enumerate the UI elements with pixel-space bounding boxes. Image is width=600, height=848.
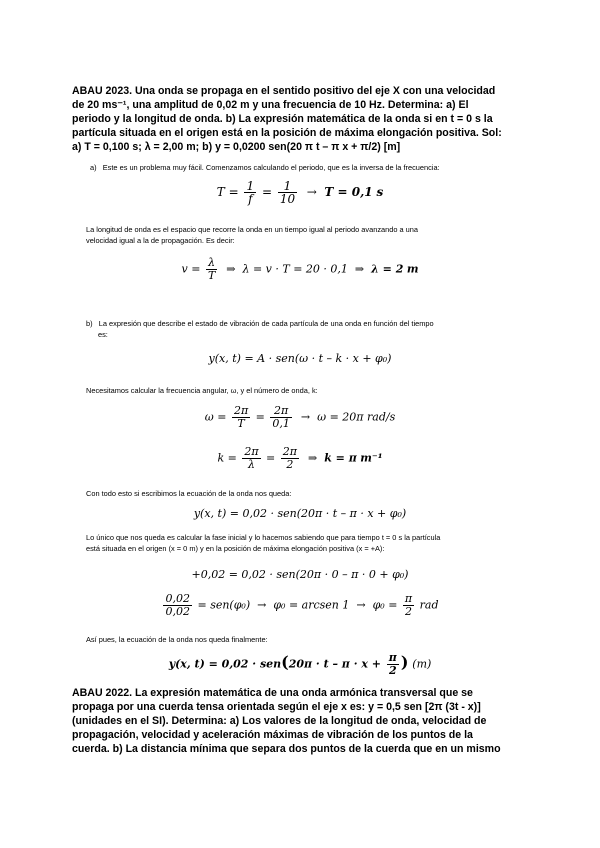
heading-line: a) T = 0,100 s; λ = 2,00 m; b) y = 0,0200 sen(20 π t – π x + π/2) [m] bbox=[72, 141, 401, 153]
heading-line: ABAU 2022. La expresión matemática de una onda armónica transversal que se bbox=[72, 687, 473, 699]
part-a-text: Este es un problema muy fácil. Comenzamos calculando el periodo, que es la inversa de la frecuencia: bbox=[102, 163, 440, 172]
equation-wavelength: v = $\frac{\lambda}{T}$ ⇒ λ = v · T = 20 · 0,1 ⇒ λ = 2 m bbox=[181, 256, 419, 282]
heading-line: ABAU 2023. Una onda se propaga en el sentido positivo del eje X con una velocidad bbox=[72, 85, 496, 97]
equation-phase-1: +0,02 = 0,02 · sen(20π · 0 – π · 0 + φ₀) bbox=[191, 568, 409, 581]
heading-line: periodo y la longitud de onda. b) La expresión matemática de la onda si en t = 0 s la bbox=[72, 113, 493, 125]
heading-line: propaga por una cuerda tensa orientada según el eje x es: y = 0,5 sen [2π (3t - x)] bbox=[72, 701, 481, 713]
part-a-label: a) bbox=[90, 163, 97, 172]
part-b-label: b) bbox=[86, 319, 93, 328]
heading-line: partícula situada en el origen está en la posición de máxima elongación positiva. Sol: bbox=[72, 127, 502, 139]
equation-omega: ω = $\frac{2\pi}{T}$ = $\frac{2\pi}{0,1}$ → ω = 20π rad/s bbox=[204, 404, 396, 430]
equation-period: T = $\frac{1}{f}$ = $\frac{1}{10}$ → T = 0,1 s bbox=[216, 179, 384, 206]
equation-phase-2: $\frac{0,02}{0,02}$ = sen(φ₀) → φ₀ = arcsen 1 → φ₀ = $\frac{\pi}{2}$ rad bbox=[165, 592, 439, 618]
part-b-intro: b) La expresión que describe el estado de vibración de cada partícula de una onda en función del tiempo es: bbox=[86, 319, 434, 339]
final-text: Así pues, la ecuación de la onda nos queda finalmente: bbox=[86, 635, 268, 644]
equation-wave: y(x, t) = 0,02 · sen(20π · t – π · x + φ₀) bbox=[193, 507, 407, 520]
phase-text: Lo único que nos queda es calcular la fase inicial y lo hacemos sabiendo que para tiempo t = 0 s la partícula está situada en el origen (x = 0 m) y en la posición de máxima elongación positiva (x = +A): bbox=[86, 533, 441, 553]
abau-2023-heading bbox=[72, 84, 534, 154]
heading-line: de 20 ms⁻¹, una amplitud de 0,02 m y una frecuencia de 10 Hz. Determina: a) El bbox=[72, 99, 469, 111]
equation-wave-number: k = $\frac{2\pi}{\lambda}$ = $\frac{2\pi}{2}$ ⇒ k = π m⁻¹ bbox=[217, 445, 383, 471]
part-a-intro bbox=[90, 162, 540, 173]
heading-line: (unidades en el SI). Determina: a) Los valores de la longitud de onda, velocidad de bbox=[72, 715, 487, 727]
abau-2022-heading bbox=[72, 686, 534, 756]
heading-line: propagación, velocidad y aceleración máximas de vibración de los puntos de la bbox=[72, 729, 473, 741]
equation-final: y(x, t) = 0,02 · sen(20π · t – π · x + $\frac{\pi}{2}$ ) (m) bbox=[168, 651, 432, 677]
wave-equation-text: Con todo esto si escribimos la ecuación de la onda nos queda: bbox=[86, 489, 292, 498]
wavelength-text: La longitud de onda es el espacio que recorre la onda en un tiempo igual al periodo avanzando a una velocidad igual a la de propagación. Es decir: bbox=[86, 225, 419, 245]
heading-line: cuerda. b) La distancia mínima que separa dos puntos de la cuerda que en un mismo bbox=[72, 743, 501, 755]
angular-frequency-text: Necesitamos calcular la frecuencia angular, ω, y el número de onda, k: bbox=[86, 386, 318, 395]
equation-general: y(x, t) = A · sen(ω · t – k · x + φ₀) bbox=[208, 352, 392, 365]
